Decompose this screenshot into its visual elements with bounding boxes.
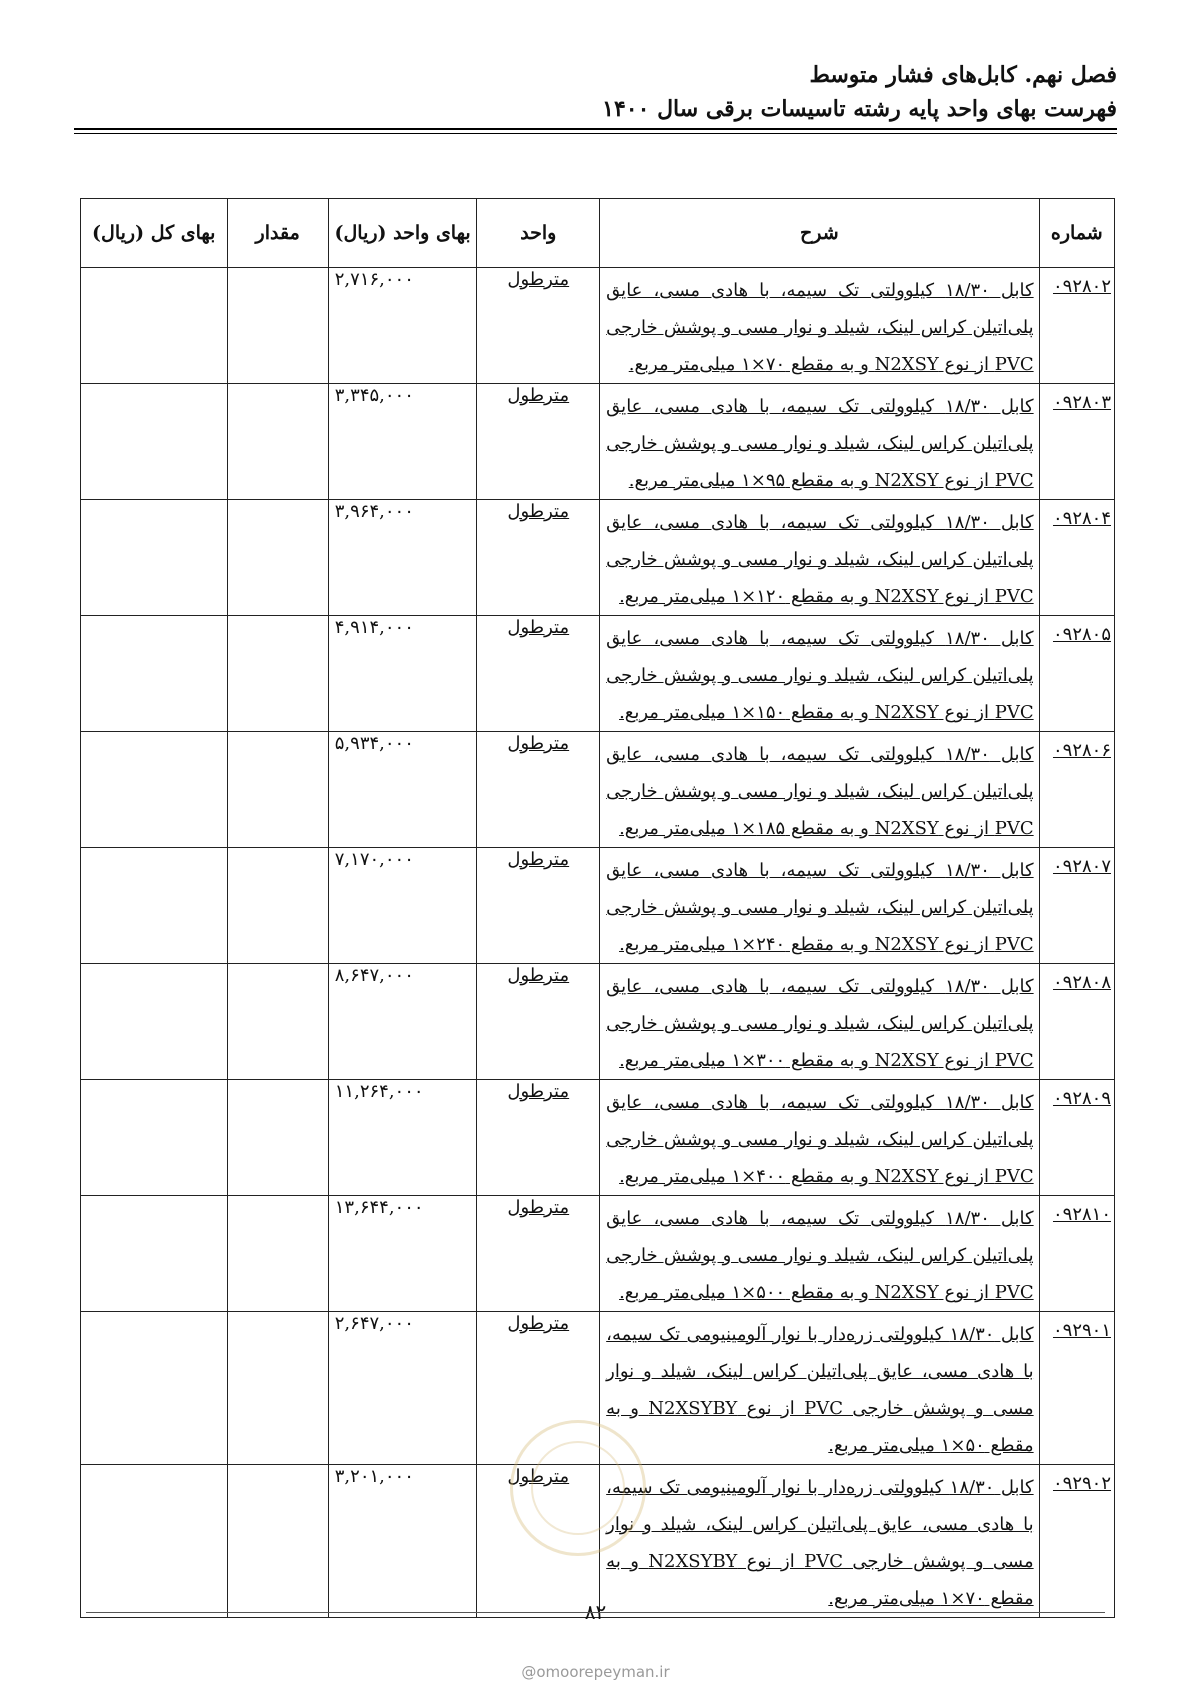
item-total xyxy=(81,1080,228,1196)
table-row xyxy=(81,964,1115,1080)
item-description: کابل ۱۸/۳۰ کیلوولتی تک سیمه، با هادی مسی، عایق پلی‌اتیلن کراس لینک، شیلد و نوار مسی و پوشش خارجی PVC از نوع N2XSY و به مقطع ۱۲۰×۱ میلی‌متر مربع. xyxy=(600,500,1039,616)
item-quantity xyxy=(227,732,328,848)
item-description: کابل ۱۸/۳۰ کیلوولتی تک سیمه، با هادی مسی، عایق پلی‌اتیلن کراس لینک، شیلد و نوار مسی و پوشش خارجی PVC از نوع N2XSY و به مقطع ۱۸۵×۱ میلی‌متر مربع. xyxy=(600,732,1039,848)
item-unit-price: ۷,۱۷۰,۰۰۰ xyxy=(328,848,477,964)
item-unit-price: ۲,۶۴۷,۰۰۰ xyxy=(328,1312,477,1465)
table-header-row xyxy=(81,199,1115,268)
item-quantity xyxy=(227,1312,328,1465)
item-unit-price: ۵,۹۳۴,۰۰۰ xyxy=(328,732,477,848)
item-code: ۰۹۲۸۰۳ xyxy=(1039,384,1114,500)
item-total xyxy=(81,384,228,500)
item-unit-price: ۳,۲۰۱,۰۰۰ xyxy=(328,1465,477,1618)
item-code: ۰۹۲۸۰۶ xyxy=(1039,732,1114,848)
item-quantity xyxy=(227,1196,328,1312)
page-header xyxy=(74,58,1117,126)
item-quantity xyxy=(227,500,328,616)
item-quantity xyxy=(227,268,328,384)
table-row xyxy=(81,616,1115,732)
col-header-unit-price: بهای واحد (ریال) xyxy=(328,199,477,268)
item-unit: مترطول xyxy=(477,732,600,848)
item-description: کابل ۱۸/۳۰ کیلوولتی تک سیمه، با هادی مسی، عایق پلی‌اتیلن کراس لینک، شیلد و نوار مسی و پوشش خارجی PVC از نوع N2XSY و به مقطع ۱۵۰×۱ میلی‌متر مربع. xyxy=(600,616,1039,732)
item-unit-price: ۴,۹۱۴,۰۰۰ xyxy=(328,616,477,732)
item-description: کابل ۱۸/۳۰ کیلوولتی تک سیمه، با هادی مسی، عایق پلی‌اتیلن کراس لینک، شیلد و نوار مسی و پوشش خارجی PVC از نوع N2XSY و به مقطع ۵۰۰×۱ میلی‌متر مربع. xyxy=(600,1196,1039,1312)
item-unit: مترطول xyxy=(477,964,600,1080)
item-unit: مترطول xyxy=(477,268,600,384)
item-unit: مترطول xyxy=(477,384,600,500)
chapter-title: فصل نهم. کابل‌های فشار متوسط xyxy=(809,62,1117,88)
item-description: کابل ۱۸/۳۰ کیلوولتی تک سیمه، با هادی مسی، عایق پلی‌اتیلن کراس لینک، شیلد و نوار مسی و پوشش خارجی PVC از نوع N2XSY و به مقطع ۲۴۰×۱ میلی‌متر مربع. xyxy=(600,848,1039,964)
item-unit-price: ۸,۶۴۷,۰۰۰ xyxy=(328,964,477,1080)
table-row xyxy=(81,384,1115,500)
item-unit-price: ۱۳,۶۴۴,۰۰۰ xyxy=(328,1196,477,1312)
watermark-seal-icon xyxy=(510,1420,646,1556)
table-row xyxy=(81,848,1115,964)
col-header-unit: واحد xyxy=(477,199,600,268)
item-unit: مترطول xyxy=(477,500,600,616)
item-total xyxy=(81,616,228,732)
item-code: ۰۹۲۹۰۱ xyxy=(1039,1312,1114,1465)
item-unit: مترطول xyxy=(477,848,600,964)
col-header-quantity: مقدار xyxy=(227,199,328,268)
item-quantity xyxy=(227,964,328,1080)
item-quantity xyxy=(227,848,328,964)
page-number: ۸۲ xyxy=(584,1600,607,1624)
item-total xyxy=(81,268,228,384)
website-watermark: @omoorepeyman.ir xyxy=(521,1663,670,1681)
item-code: ۰۹۲۸۰۵ xyxy=(1039,616,1114,732)
table-row xyxy=(81,268,1115,384)
book-title: فهرست بهای واحد پایه رشته تاسیسات برقی سال ۱۴۰۰ xyxy=(602,96,1117,122)
table-row xyxy=(81,1196,1115,1312)
item-description: کابل ۱۸/۳۰ کیلوولتی زره‌دار با نوار آلومینیومی تک سیمه، با هادی مسی، عایق پلی‌اتیلن کراس لینک، شیلد و نوار مسی و پوشش خارجی PVC از نوع N2XSYBY و به مقطع ۷۰×۱ میلی‌متر مربع. xyxy=(600,1465,1039,1618)
item-code: ۰۹۲۸۰۲ xyxy=(1039,268,1114,384)
item-total xyxy=(81,732,228,848)
header-rule-thick xyxy=(74,128,1117,130)
table-row xyxy=(81,500,1115,616)
footer-rule xyxy=(86,1612,1105,1613)
item-unit-price: ۳,۹۶۴,۰۰۰ xyxy=(328,500,477,616)
item-unit: مترطول xyxy=(477,1196,600,1312)
item-quantity xyxy=(227,384,328,500)
price-table xyxy=(80,198,1115,1618)
item-description: کابل ۱۸/۳۰ کیلوولتی تک سیمه، با هادی مسی، عایق پلی‌اتیلن کراس لینک، شیلد و نوار مسی و پوشش خارجی PVC از نوع N2XSY و به مقطع ۳۰۰×۱ میلی‌متر مربع. xyxy=(600,964,1039,1080)
col-header-description: شرح xyxy=(600,199,1039,268)
item-total xyxy=(81,1196,228,1312)
col-header-code: شماره xyxy=(1039,199,1114,268)
item-total xyxy=(81,1312,228,1465)
item-total xyxy=(81,848,228,964)
item-unit-price: ۳,۳۴۵,۰۰۰ xyxy=(328,384,477,500)
item-description: کابل ۱۸/۳۰ کیلوولتی تک سیمه، با هادی مسی، عایق پلی‌اتیلن کراس لینک، شیلد و نوار مسی و پوشش خارجی PVC از نوع N2XSY و به مقطع ۹۵×۱ میلی‌متر مربع. xyxy=(600,384,1039,500)
item-description: کابل ۱۸/۳۰ کیلوولتی تک سیمه، با هادی مسی، عایق پلی‌اتیلن کراس لینک، شیلد و نوار مسی و پوشش خارجی PVC از نوع N2XSY و به مقطع ۴۰۰×۱ میلی‌متر مربع. xyxy=(600,1080,1039,1196)
col-header-total: بهای کل (ریال) xyxy=(81,199,228,268)
item-quantity xyxy=(227,1080,328,1196)
item-unit: مترطول xyxy=(477,1080,600,1196)
item-total xyxy=(81,500,228,616)
item-quantity xyxy=(227,616,328,732)
item-description: کابل ۱۸/۳۰ کیلوولتی تک سیمه، با هادی مسی، عایق پلی‌اتیلن کراس لینک، شیلد و نوار مسی و پوشش خارجی PVC از نوع N2XSY و به مقطع ۷۰×۱ میلی‌متر مربع. xyxy=(600,268,1039,384)
item-total xyxy=(81,964,228,1080)
item-code: ۰۹۲۸۰۴ xyxy=(1039,500,1114,616)
item-code: ۰۹۲۸۰۹ xyxy=(1039,1080,1114,1196)
item-unit: مترطول xyxy=(477,616,600,732)
item-total xyxy=(81,1465,228,1618)
item-code: ۰۹۲۹۰۲ xyxy=(1039,1465,1114,1618)
item-unit: مترطول xyxy=(477,1312,600,1465)
table-row xyxy=(81,1080,1115,1196)
item-unit: مترطول xyxy=(477,1465,600,1618)
item-description: کابل ۱۸/۳۰ کیلوولتی زره‌دار با نوار آلومینیومی تک سیمه، با هادی مسی، عایق پلی‌اتیلن کراس لینک، شیلد و نوار مسی و پوشش خارجی PVC از نوع N2XSYBY و به مقطع ۵۰×۱ میلی‌متر مربع. xyxy=(600,1312,1039,1465)
item-unit-price: ۱۱,۲۶۴,۰۰۰ xyxy=(328,1080,477,1196)
item-code: ۰۹۲۸۰۷ xyxy=(1039,848,1114,964)
item-unit-price: ۲,۷۱۶,۰۰۰ xyxy=(328,268,477,384)
table-row xyxy=(81,732,1115,848)
item-code: ۰۹۲۸۰۸ xyxy=(1039,964,1114,1080)
header-rule-thin xyxy=(74,133,1117,134)
item-code: ۰۹۲۸۱۰ xyxy=(1039,1196,1114,1312)
item-quantity xyxy=(227,1465,328,1618)
